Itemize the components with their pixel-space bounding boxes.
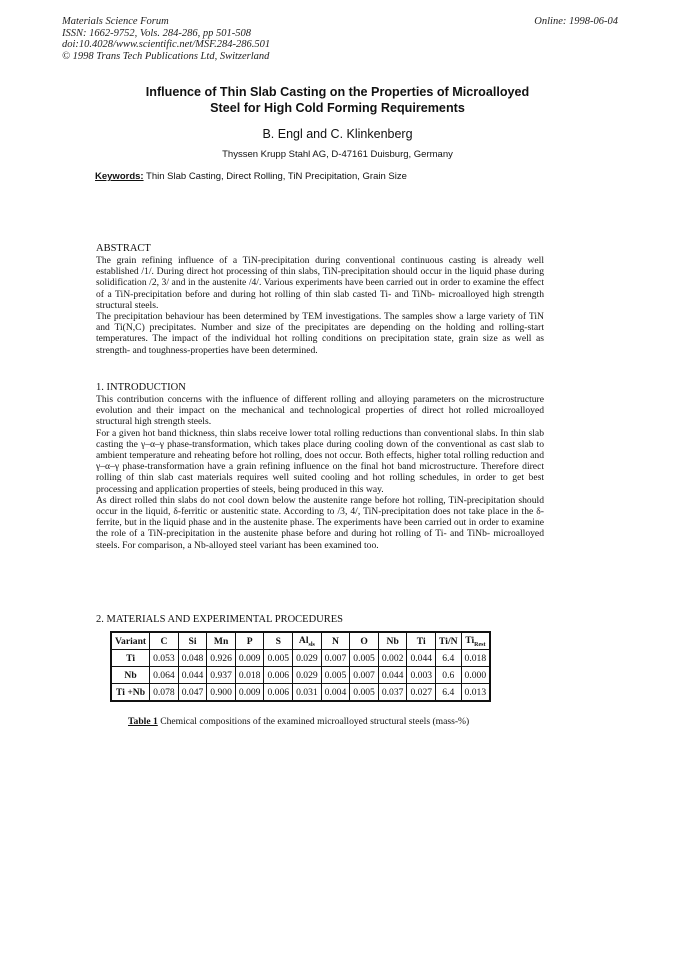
journal-doi: doi:10.4028/www.scientific.net/MSF.284-286.501 — [62, 39, 271, 50]
table-cell: 0.037 — [378, 684, 407, 702]
table-cell: 0.044 — [378, 667, 407, 684]
title-line-2: Steel for High Cold Forming Requirements — [210, 101, 465, 115]
table-header-cell — [461, 632, 490, 650]
paper-title — [95, 84, 580, 116]
table-row-header: Ti +Nb — [111, 684, 150, 702]
table-header-cell: P — [235, 632, 264, 650]
table-cell: 0.005 — [350, 684, 379, 702]
table-cell: 6.4 — [436, 650, 462, 667]
table-header-cell — [293, 632, 322, 650]
table-row-header: Nb — [111, 667, 150, 684]
table-cell: 0.064 — [150, 667, 179, 684]
table-caption — [128, 716, 469, 727]
materials-heading: 2. MATERIALS AND EXPERIMENTAL PROCEDURES — [96, 614, 343, 625]
table-header-cell: Ti/N — [436, 632, 462, 650]
table-row — [111, 667, 490, 684]
table-row — [111, 684, 490, 702]
table-cell: 0.926 — [207, 650, 236, 667]
introduction-section — [96, 382, 544, 551]
table-cell: 0.018 — [235, 667, 264, 684]
table-cell: 0.005 — [350, 650, 379, 667]
table-caption-text: Chemical compositions of the examined microalloyed structural steels (mass-%) — [160, 716, 470, 727]
materials-section — [96, 614, 544, 626]
keywords-label: Keywords: — [95, 171, 144, 182]
table-header-cell: S — [264, 632, 293, 650]
table-header-cell: Si — [178, 632, 207, 650]
table-cell: 0.007 — [321, 650, 350, 667]
table-cell: 0.000 — [461, 667, 490, 684]
introduction-paragraph-1: This contribution concerns with the influence of different rolling and alloying parameters on the microstructure evolution and their impact on the mechanical and technological properties of direct hot rolled microalloyed structural high strength steels. — [96, 394, 544, 428]
header-subscript: sls — [308, 641, 315, 648]
introduction-heading: 1. INTRODUCTION — [96, 382, 186, 393]
table-cell: 0.005 — [264, 650, 293, 667]
table-row — [111, 650, 490, 667]
table-cell: 0.044 — [407, 650, 436, 667]
table-cell: 0.009 — [235, 650, 264, 667]
table-cell: 0.044 — [178, 667, 207, 684]
journal-header — [62, 16, 270, 62]
introduction-paragraph-2: For a given hot band thickness, thin slabs receive lower total rolling reductions than conventional slabs. In thin slab casting the γ–α–γ phase-transformation, which takes place during cooling down of the conventional as cast slab to ambient temperature and reheating before hot rolling, does not occur. Both effects, higher total rolling reduction and γ–α–γ phase-transformation have a grain refining influence on the final hot band microstructure. Therefore direct rolling of thin slab cast materials requires well suited cooling and hot rolling schedules, in order to get best processing and application properties of steels, being produced in this way. — [96, 427, 544, 495]
table-header-cell: Variant — [111, 632, 150, 650]
table-cell: 0.053 — [150, 650, 179, 667]
table-cell: 0.004 — [321, 684, 350, 702]
chemical-composition-table — [110, 631, 491, 702]
abstract-heading: ABSTRACT — [96, 243, 151, 254]
journal-copyright: © 1998 Trans Tech Publications Ltd, Switzerland — [62, 50, 270, 62]
online-date: Online: 1998-06-04 — [534, 16, 618, 27]
abstract-paragraph-1: The grain refining influence of a TiN-precipitation during conventional continuous casting is already well established /1/. During direct hot processing of thin slabs, TiN-precipitation should occur in the liquid phase during solidification /2, 3/ and in the austenite /4/. Various experiments have been carried out in order to examine the effect of a TiN-precipitation before and during hot rolling of thin slab casted Ti- and TiNb- microalloyed high strength structural steels. — [96, 255, 544, 311]
authors: B. Engl and C. Klinkenberg — [262, 127, 413, 141]
table-header-row — [111, 632, 490, 650]
table-cell: 0.006 — [264, 684, 293, 702]
table-cell: 0.002 — [378, 650, 407, 667]
journal-issn: ISSN: 1662-9752, Vols. 284-286, pp 501-508 — [62, 27, 251, 39]
table-row-header: Ti — [111, 650, 150, 667]
table-cell: 6.4 — [436, 684, 462, 702]
header-main: Al — [298, 634, 309, 646]
table-cell: 0.018 — [461, 650, 490, 667]
table-cell: 0.900 — [207, 684, 236, 702]
table-cell: 0.006 — [264, 667, 293, 684]
header-main: Ti — [465, 634, 475, 646]
table-cell: 0.047 — [178, 684, 207, 702]
table-cell: 0.6 — [436, 667, 462, 684]
table-cell: 0.007 — [350, 667, 379, 684]
table-cell: 0.937 — [207, 667, 236, 684]
table-cell: 0.003 — [407, 667, 436, 684]
introduction-paragraph-3: As direct rolled thin slabs do not cool down below the austenite range before hot rolling, TiN-precipitation should occur in the liquid, δ-ferritic or austenitic state. According to /3, 4/, TiN-precipitation does not take place in the δ-ferrite, but in the liquid phase and in the austenite phase. The experiments have been carried out in order to examine the role of a TiN-precipitation in the austenite phase before and during hot rolling of Ti- and TiNb- microalloyed steels. For comparison, a Nb-alloyed steel variant has been examined too. — [96, 494, 544, 551]
abstract-section — [96, 243, 544, 356]
table-cell: 0.027 — [407, 684, 436, 702]
table-header-cell: Mn — [207, 632, 236, 650]
table-header-cell: N — [321, 632, 350, 650]
table-header-cell: O — [350, 632, 379, 650]
title-line-1: Influence of Thin Slab Casting on the Properties of Microalloyed — [145, 85, 530, 99]
keywords — [95, 171, 575, 182]
table-caption-label: Table 1 — [128, 716, 158, 727]
abstract-paragraph-2: The precipitation behaviour has been determined by TEM investigations. The samples show a large variety of TiN and Ti(N,C) precipitates. Number and size of the precipitates are depending on the holding and rolling-start temperatures. The impact of the individual hot rolling conditions on precipitation state, grain size as well as strength- and toughness-properties have been determined. — [96, 311, 544, 356]
table-cell: 0.013 — [461, 684, 490, 702]
table-cell: 0.029 — [293, 667, 322, 684]
table-header-cell: Nb — [378, 632, 407, 650]
affiliation: Thyssen Krupp Stahl AG, D-47161 Duisburg, Germany — [222, 149, 453, 160]
table-cell: 0.031 — [293, 684, 322, 702]
table-cell: 0.009 — [235, 684, 264, 702]
journal-name: Materials Science Forum — [62, 16, 169, 27]
table-header-cell: C — [150, 632, 179, 650]
table-cell: 0.078 — [150, 684, 179, 702]
table-cell: 0.048 — [178, 650, 207, 667]
table-cell: 0.029 — [293, 650, 322, 667]
table-cell: 0.005 — [321, 667, 350, 684]
header-subscript: Rest — [474, 641, 486, 648]
table-header-cell: Ti — [407, 632, 436, 650]
keywords-text: Thin Slab Casting, Direct Rolling, TiN Precipitation, Grain Size — [146, 171, 407, 182]
